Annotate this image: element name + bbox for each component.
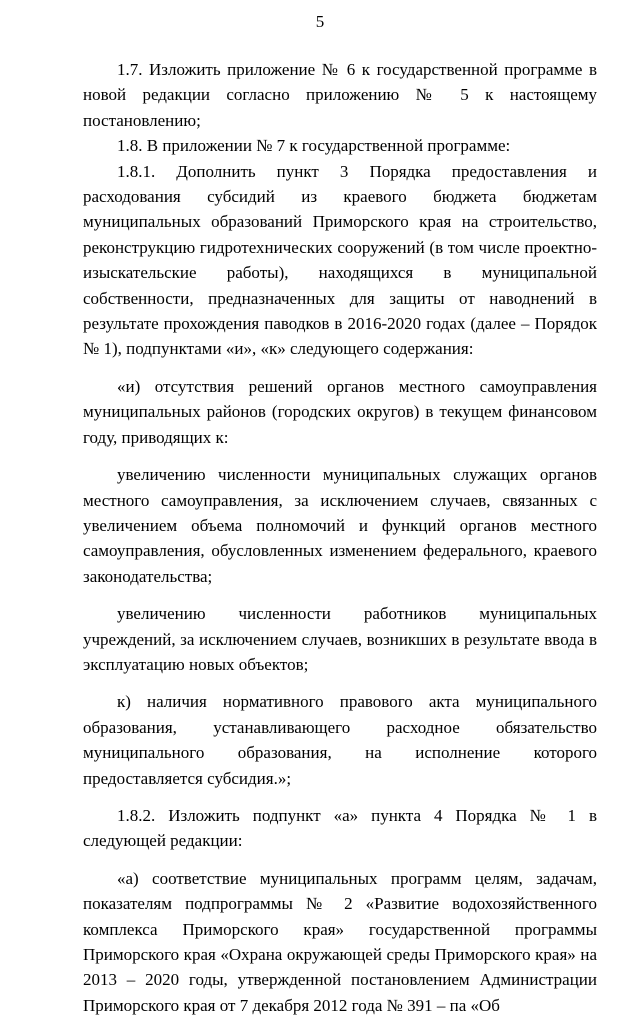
- paragraph-workers-increase: увеличению численности работников муниципальных учреждений, за исключением случаев, возникших в результате ввода в эксплуатацию новых объектов;: [83, 604, 597, 674]
- page-number: 5: [315, 12, 325, 31]
- paragraph-subpoint-a: «а) соответствие муниципальных программ целям, задачам, показателям подпрограммы № 2 «Развитие водохозяйственного комплекса Приморского края» государственной программы Приморского края «Охрана окружающей среды Приморского края» на 2013 – 2020 годы, утвержденной постановлением Администрации Приморского края от 7 декабря 2012 года № 391 – па «Об: [83, 868, 597, 1015]
- paragraph-employees-increase: увеличению численности муниципальных служащих органов местного самоуправления, за исключением случаев, связанных с увеличением объема полномочий и функций органов местного самоуправления, обусловленных изменением федерального, краевого законодательства;: [83, 465, 597, 586]
- paragraph-1-8-2: 1.8.2. Изложить подпункт «а» пункта 4 Порядка № 1 в следующей редакции:: [83, 805, 597, 851]
- paragraph-1-7: 1.7. Изложить приложение № 6 к государственной программе в новой редакции согласно приложению № 5 к настоящему постановлению;: [83, 60, 597, 130]
- paragraph-subpoint-i: «и) отсутствия решений органов местного самоуправления муниципальных районов (городских округов) в текущем финансовом году, приводящих к:: [83, 376, 597, 447]
- paragraph-1-8: 1.8. В приложении № 7 к государственной программе:: [117, 136, 511, 156]
- paragraph-1-8-1: 1.8.1. Дополнить пункт 3 Порядка предоставления и расходования субсидий из краевого бюджета бюджетам муниципальных образований Приморского края на строительство, реконструкцию гидротехнических сооружений (в том числе проектно-изыскательские работы), находящихся в муниципальной собственности, предназначенных для защиты от наводнений в результате прохождения паводков в 2016-2020 годах (далее – Порядок № 1), подпунктами «и», «к» следующего содержания:: [83, 161, 597, 359]
- body-text: [83, 57, 597, 1018]
- paragraph-subpoint-k: к) наличия нормативного правового акта муниципального образования, устанавливающего расходное обязательство муниципального образования, на исполнение которого предоставляется субсидия.»;: [83, 692, 597, 788]
